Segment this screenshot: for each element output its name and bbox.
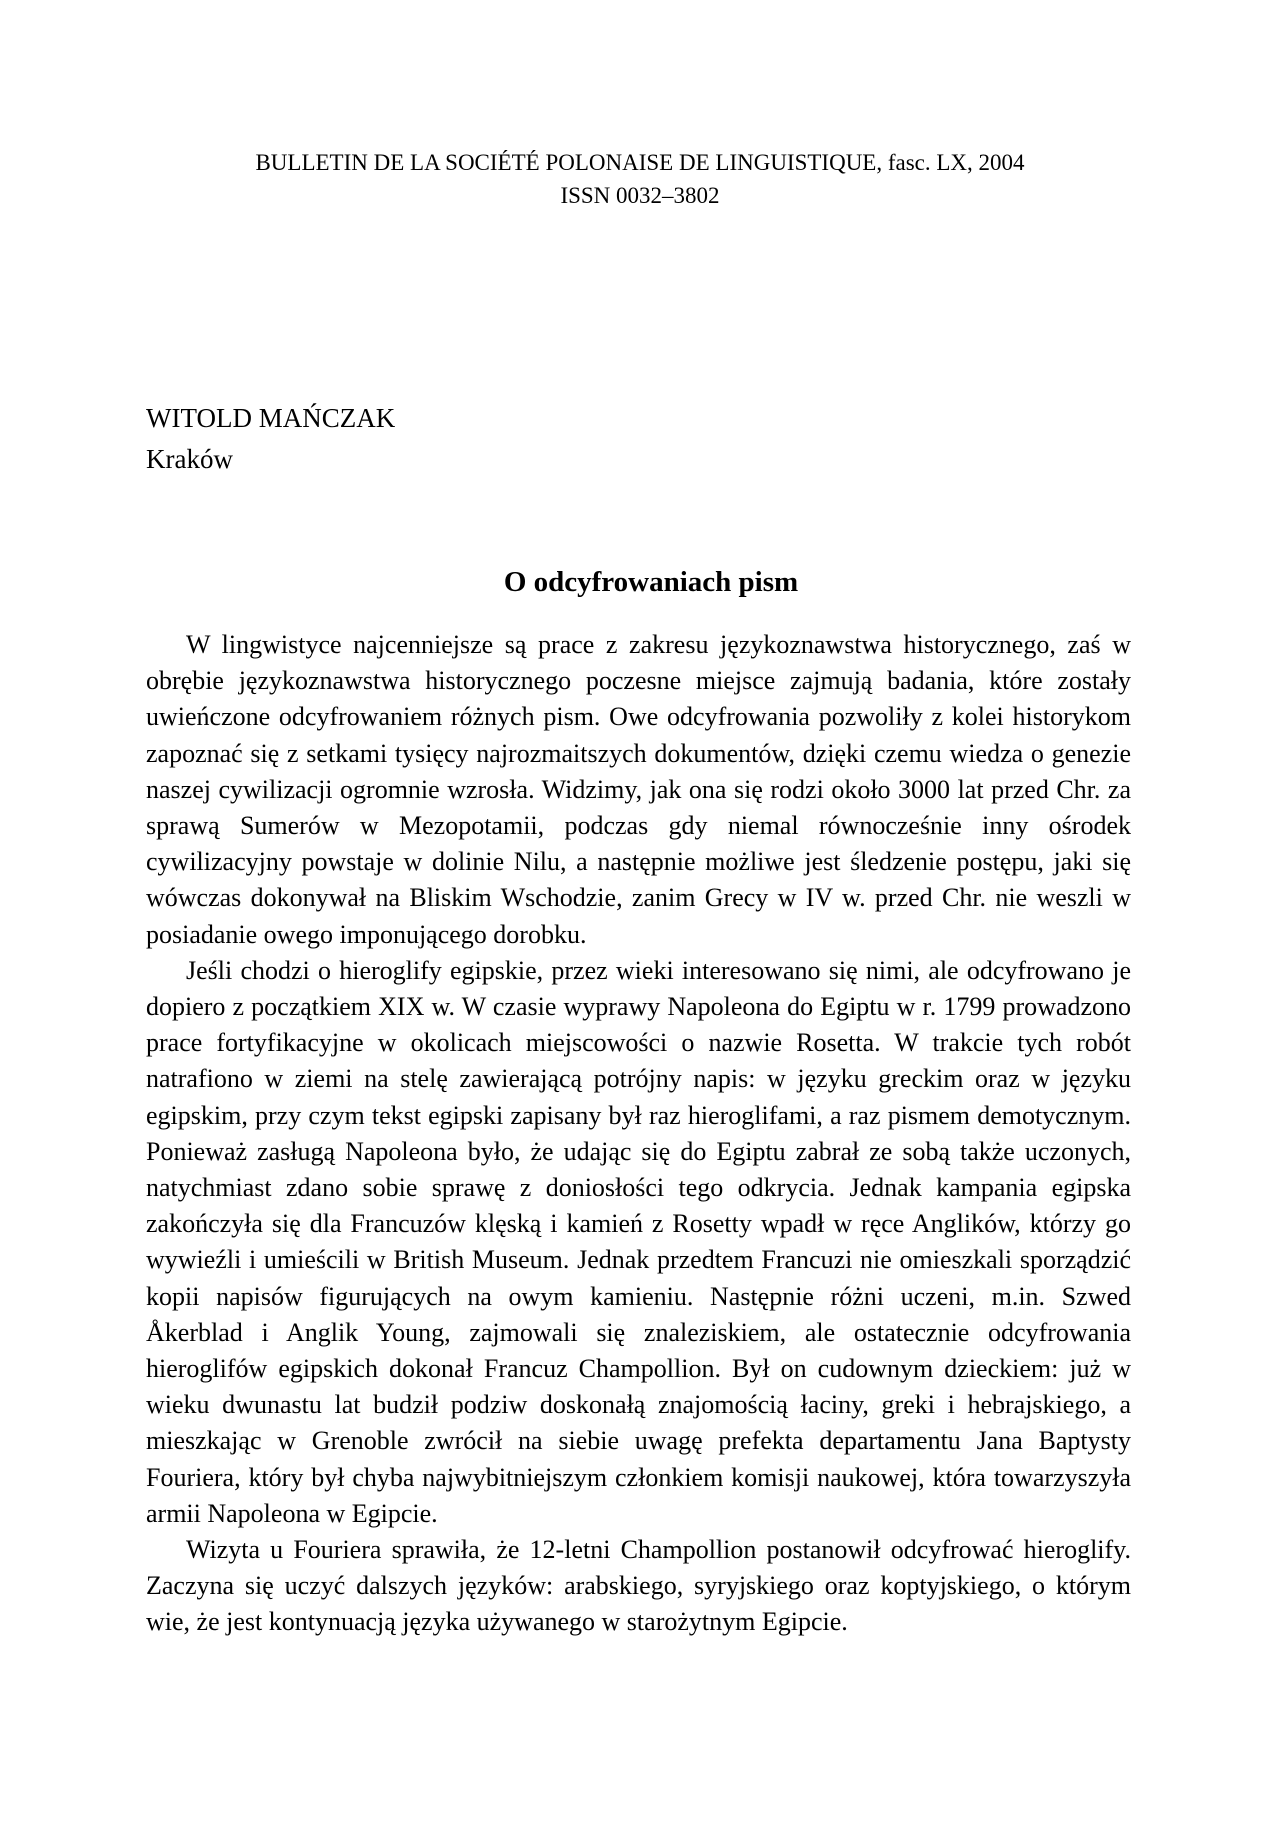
article-title: O odcyfrowaniach pism bbox=[503, 566, 799, 598]
author-name: WITOLD MAŃCZAK bbox=[146, 403, 396, 433]
paragraph: Wizyta u Fouriera sprawiła, że 12-letni Champollion postanowił odcyfrować hieroglify. Zaczyna się uczyć dalszych języków: arabskiego, syryjskiego oraz koptyjskiego, o którym wie, że jest kontynuacją języka używanego w starożytnym Egipcie. bbox=[146, 1535, 1131, 1637]
journal-title-line: BULLETIN DE LA SOCIÉTÉ POLONAISE DE LINGUISTIQUE, fasc. LX, 2004 bbox=[255, 150, 1025, 175]
journal-header bbox=[0, 146, 1280, 212]
article-body bbox=[146, 627, 1131, 1641]
paragraph: Jeśli chodzi o hieroglify egipskie, przez wieki interesowano się nimi, ale odcyfrowano je dopiero z początkiem XIX w. W czasie wyprawy Napoleona do Egiptu w r. 1799 prowadzono prace fortyfikacyjne w okolicach miejscowości o nazwie Rosetta. W trakcie tych robót natrafiono w ziemi na stelę zawierającą potrójny napis: w języku greckim oraz w języku egipskim, przy czym tekst egipski zapisany był raz hieroglifami, a raz pismem demotycznym. Ponieważ zasługą Napoleona było, że udając się do Egiptu zabrał ze sobą także uczonych, natychmiast zdano sobie sprawę z doniosłości tego odkrycia. Jednak kampania egipska zakończyła się dla Francuzów klęską i kamień z Rosetty wpadł w ręce Anglików, którzy go wywieźli i umieścili w British Museum. Jednak przedtem Francuzi nie omieszkali sporządzić kopii napisów figurujących na owym kamieniu. Następnie różni uczeni, m.in. Szwed Åkerblad i Anglik Young, zajmowali się znaleziskiem, ale ostatecznie odcyfrowania hieroglifów egipskich dokonał Francuz Champollion. Był on cudownym dzieckiem: już w wieku dwunastu lat budził podziw doskonałą znajomością łaciny, greki i hebrajskiego, a mieszkając w Grenoble zwrócił na siebie uwagę prefekta departamentu Jana Baptysty Fouriera, który był chyba najwybitniejszym członkiem komisji naukowej, która towarzyszyła armii Napoleona w Egipcie. bbox=[146, 955, 1131, 1528]
author-city: Kraków bbox=[146, 444, 233, 474]
author-block bbox=[146, 398, 395, 480]
paragraph: W lingwistyce najcenniejsze są prace z zakresu językoznawstwa historycznego, zaś w obrębie językoznawstwa historycznego poczesne miejsce zajmują badania, które zostały uwieńczone odcyfrowaniem różnych pism. Owe odcyfrowania pozwoliły z kolei historykom zapoznać się z setkami tysięcy najrozmaitszych dokumentów, dzięki czemu wiedza o genezie naszej cywilizacji ogromnie wzrosła. Widzimy, jak ona się rodzi około 3000 lat przed Chr. za sprawą Sumerów w Mezopotamii, podczas gdy niemal równocześnie inny ośrodek cywilizacyjny powstaje w dolinie Nilu, a następnie możliwe jest śledzenie postępu, jaki się wówczas dokonywał na Bliskim Wschodzie, zanim Grecy w IV w. przed Chr. nie weszli w posiadanie owego imponującego dorobku. bbox=[146, 630, 1131, 949]
issn-line: ISSN 0032–3802 bbox=[560, 183, 720, 208]
